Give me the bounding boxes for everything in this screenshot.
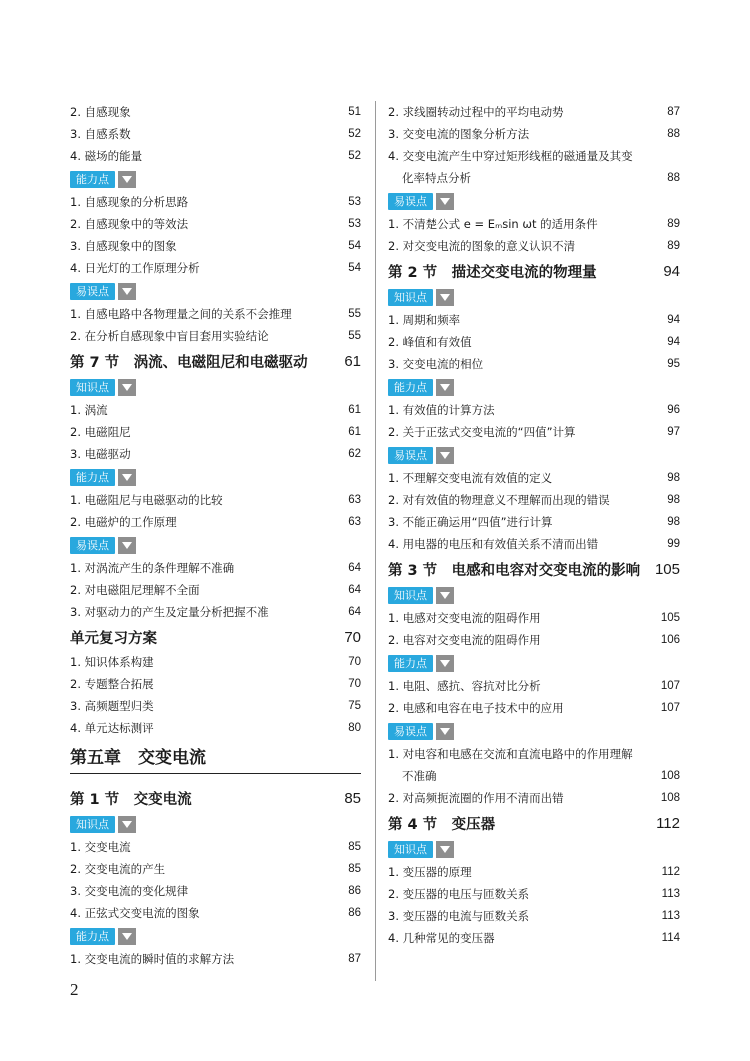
section-heading [70,784,361,812]
toc-entry [70,557,361,579]
toc-entry [388,123,680,145]
category-tag: 易误点 [388,193,433,210]
toc-entry [388,489,680,511]
entry-title: 3. 不能正确运用“四值”进行计算 [388,515,553,529]
section-title: 第 2 节 描述交变电流的物理量 [388,264,597,281]
page-ref: 96 [667,404,680,416]
toc-entry [388,467,680,489]
toc-entry [388,533,680,555]
page-ref: 95 [667,358,680,370]
entry-title: 1. 知识体系构建 [70,655,154,669]
toc-entry [70,673,361,695]
toc-entry [70,421,361,443]
toc-entry [70,489,361,511]
entry-title: 1. 自感现象的分析思路 [70,195,189,209]
section-title: 单元复习方案 [70,630,157,647]
page-ref: 54 [348,262,361,274]
entry-title: 不准确 [402,769,437,783]
page-ref: 107 [660,680,680,692]
page-ref: 98 [667,516,680,528]
toc-entry [388,235,680,257]
category-tag: 能力点 [70,171,115,188]
section-heading [388,555,680,583]
page-ref: 108 [660,770,680,782]
toc-entry [388,399,680,421]
page-ref: 64 [348,606,361,618]
page-ref: 98 [667,494,680,506]
toc-entry [70,235,361,257]
category-tag-row [388,189,680,213]
page-ref: 99 [667,538,680,550]
page-ref: 53 [348,218,361,230]
section-title: 第 4 节 变压器 [388,816,496,833]
page-ref: 89 [667,218,680,230]
page-ref: 70 [348,656,361,668]
entry-title: 3. 电磁驱动 [70,447,131,461]
entry-title: 3. 交变电流的相位 [388,357,484,371]
category-tag: 易误点 [70,537,115,554]
category-tag-row [70,465,361,489]
category-tag-row [388,651,680,675]
page-ref: 94 [663,262,680,280]
entry-title: 4. 用电器的电压和有效值关系不清而出错 [388,537,599,551]
triangle-down-icon [436,841,454,858]
entry-title: 1. 有效值的计算方法 [388,403,495,417]
page-ref: 63 [348,494,361,506]
category-tag-row [70,924,361,948]
page-ref: 98 [667,472,680,484]
page-ref: 86 [348,907,361,919]
category-tag: 知识点 [70,379,115,396]
toc-entry [388,697,680,719]
entry-title: 4. 几种常见的变压器 [388,931,495,945]
section-heading [70,347,361,375]
toc-entry [70,191,361,213]
category-tag-row [70,533,361,557]
entry-title: 3. 自感现象中的图象 [70,239,177,253]
toc-entry [70,511,361,533]
page-ref: 87 [348,953,361,965]
entry-title: 2. 关于正弦式交变电流的“四值”计算 [388,425,576,439]
category-tag: 知识点 [388,587,433,604]
category-tag-row [388,375,680,399]
entry-title: 2. 峰值和有效值 [388,335,472,349]
entry-title: 2. 电磁阻尼 [70,425,131,439]
category-tag: 知识点 [388,289,433,306]
triangle-down-icon [118,283,136,300]
entry-title: 4. 正弦式交变电流的图象 [70,906,200,920]
page-number: 2 [70,980,79,999]
toc-entry [388,213,680,235]
entry-title: 2. 在分析自感现象中盲目套用实验结论 [70,329,269,343]
toc-entry [388,309,680,331]
entry-title: 1. 不理解交变电流有效值的定义 [388,471,553,485]
page-ref: 106 [660,634,680,646]
page-ref: 114 [661,932,680,944]
toc-entry [388,743,680,765]
category-tag-row [70,279,361,303]
category-tag: 能力点 [388,379,433,396]
page-ref: 52 [348,150,361,162]
page-ref: 94 [667,336,680,348]
section-heading [388,809,680,837]
page-ref: 70 [344,628,361,646]
entry-title: 3. 交变电流的变化规律 [70,884,189,898]
entry-title: 化率特点分析 [402,171,471,185]
page-ref: 87 [667,106,680,118]
page-ref: 54 [348,240,361,252]
toc-entry [70,880,361,902]
toc-entry [70,213,361,235]
page-ref: 97 [667,426,680,438]
category-tag: 知识点 [388,841,433,858]
entry-title: 2. 电容对交变电流的阻碍作用 [388,633,541,647]
entry-title: 4. 交变电流产生中穿过矩形线框的磁通量及其变 [388,149,633,163]
toc-entry [388,883,680,905]
page-ref: 55 [348,308,361,320]
page-ref: 105 [654,560,680,578]
triangle-down-icon [118,928,136,945]
entry-title: 2. 自感现象中的等效法 [70,217,189,231]
toc-entry [388,607,680,629]
page-ref: 113 [661,888,680,900]
toc-entry [70,123,361,145]
page-ref: 94 [667,314,680,326]
page-ref: 89 [667,240,680,252]
category-tag: 易误点 [70,283,115,300]
triangle-down-icon [436,289,454,306]
entry-title: 2. 求线圈转动过程中的平均电动势 [388,105,564,119]
toc-entry [70,717,361,739]
page-ref: 53 [348,196,361,208]
category-tag: 能力点 [70,469,115,486]
page-ref: 108 [660,792,680,804]
toc-entry [70,145,361,167]
page-ref: 64 [348,562,361,574]
entry-title: 3. 自感系数 [70,127,131,141]
toc-entry [70,651,361,673]
triangle-down-icon [436,723,454,740]
toc-entry [388,927,680,949]
page-ref: 51 [348,106,361,118]
entry-title: 2. 对电磁阻尼理解不全面 [70,583,200,597]
toc-entry [388,145,680,167]
section-heading [388,257,680,285]
entry-title: 2. 对有效值的物理意义不理解而出现的错误 [388,493,610,507]
entry-title: 1. 涡流 [70,403,108,417]
section-heading [70,623,361,651]
toc-entry [70,858,361,880]
page-ref: 113 [661,910,680,922]
toc-entry [388,861,680,883]
toc-entry [70,257,361,279]
toc-entry [70,101,361,123]
entry-title: 2. 自感现象 [70,105,131,119]
entry-title: 2. 交变电流的产生 [70,862,166,876]
toc-entry [388,353,680,375]
page-ref: 88 [667,172,680,184]
triangle-down-icon [118,469,136,486]
toc-entry [70,399,361,421]
page-ref: 112 [656,814,680,832]
page-ref: 86 [348,885,361,897]
entry-title: 1. 对涡流产生的条件理解不准确 [70,561,235,575]
category-tag-row [388,583,680,607]
category-tag: 易误点 [388,723,433,740]
toc-entry [388,167,680,189]
entry-title: 4. 单元达标测评 [70,721,154,735]
entry-title: 1. 电阻、感抗、容抗对比分析 [388,679,541,693]
toc-entry [70,902,361,924]
section-title: 第 1 节 交变电流 [70,791,192,808]
page-ref: 80 [348,722,361,734]
page-ref: 64 [348,584,361,596]
category-tag-row [70,167,361,191]
triangle-down-icon [118,816,136,833]
category-tag-row [388,443,680,467]
entry-title: 1. 交变电流的瞬时值的求解方法 [70,952,235,966]
category-tag: 能力点 [388,655,433,672]
entry-title: 3. 交变电流的图象分析方法 [388,127,530,141]
toc-entry [388,421,680,443]
chapter-heading: 第五章 交变电流 [70,743,361,774]
toc-entry [70,443,361,465]
toc-entry [70,303,361,325]
page-ref: 85 [344,789,361,807]
entry-title: 2. 对高频扼流圈的作用不清而出错 [388,791,564,805]
entry-title: 3. 高频题型归类 [70,699,154,713]
page-ref: 52 [348,128,361,140]
section-title: 第 7 节 涡流、电磁阻尼和电磁驱动 [70,354,308,371]
toc-entry [388,331,680,353]
page-ref: 85 [348,841,361,853]
toc-entry [388,905,680,927]
toc-entry [388,101,680,123]
entry-title: 1. 自感电路中各物理量之间的关系不会推理 [70,307,292,321]
category-tag: 知识点 [70,816,115,833]
category-tag-row [388,837,680,861]
toc-entry [388,765,680,787]
triangle-down-icon [436,379,454,396]
entry-title: 1. 电磁阻尼与电磁驱动的比较 [70,493,223,507]
page-ref: 112 [661,866,680,878]
toc-entry [70,601,361,623]
entry-title: 2. 专题整合拓展 [70,677,154,691]
toc-entry [70,836,361,858]
entry-title: 3. 对驱动力的产生及定量分析把握不准 [70,605,269,619]
toc-entry [388,787,680,809]
entry-title: 1. 对电容和电感在交流和直流电路中的作用理解 [388,747,633,761]
page-ref: 75 [348,700,361,712]
entry-title: 4. 日光灯的工作原理分析 [70,261,200,275]
entry-title: 1. 变压器的原理 [388,865,472,879]
page-ref: 88 [667,128,680,140]
entry-title: 4. 磁场的能量 [70,149,143,163]
category-tag-row [70,812,361,836]
toc-entry [70,695,361,717]
page-ref: 61 [348,404,361,416]
entry-title: 3. 变压器的电流与匝数关系 [388,909,530,923]
entry-title: 1. 交变电流 [70,840,131,854]
triangle-down-icon [436,587,454,604]
page-ref: 85 [348,863,361,875]
entry-title: 1. 周期和频率 [388,313,461,327]
toc-right-column [388,101,680,949]
category-tag-row [388,719,680,743]
category-tag: 易误点 [388,447,433,464]
triangle-down-icon [118,379,136,396]
category-tag: 能力点 [70,928,115,945]
triangle-down-icon [118,537,136,554]
entry-title: 2. 电磁炉的工作原理 [70,515,177,529]
entry-title: 2. 电感和电容在电子技术中的应用 [388,701,564,715]
category-tag-row [388,285,680,309]
column-divider [375,101,376,981]
toc-entry [388,511,680,533]
entry-title: 2. 对交变电流的图象的意义认识不清 [388,239,576,253]
triangle-down-icon [436,193,454,210]
page-ref: 63 [348,516,361,528]
entry-title: 1. 电感对交变电流的阻碍作用 [388,611,541,625]
entry-title: 2. 变压器的电压与匝数关系 [388,887,530,901]
toc-entry [70,948,361,970]
category-tag-row [70,375,361,399]
triangle-down-icon [436,655,454,672]
toc-entry [70,325,361,347]
triangle-down-icon [436,447,454,464]
toc-entry [388,675,680,697]
toc-left-column [70,101,361,970]
entry-title: 1. 不清楚公式 e = Eₘsin ωt 的适用条件 [388,217,598,231]
page-ref: 105 [660,612,680,624]
page-ref: 55 [348,330,361,342]
page-ref: 70 [348,678,361,690]
page-ref: 61 [348,426,361,438]
toc-entry [388,629,680,651]
triangle-down-icon [118,171,136,188]
page-ref: 107 [660,702,680,714]
section-title: 第 3 节 电感和电容对交变电流的影响 [388,562,641,579]
page-ref: 61 [344,352,361,370]
page-ref: 62 [348,448,361,460]
toc-entry [70,579,361,601]
